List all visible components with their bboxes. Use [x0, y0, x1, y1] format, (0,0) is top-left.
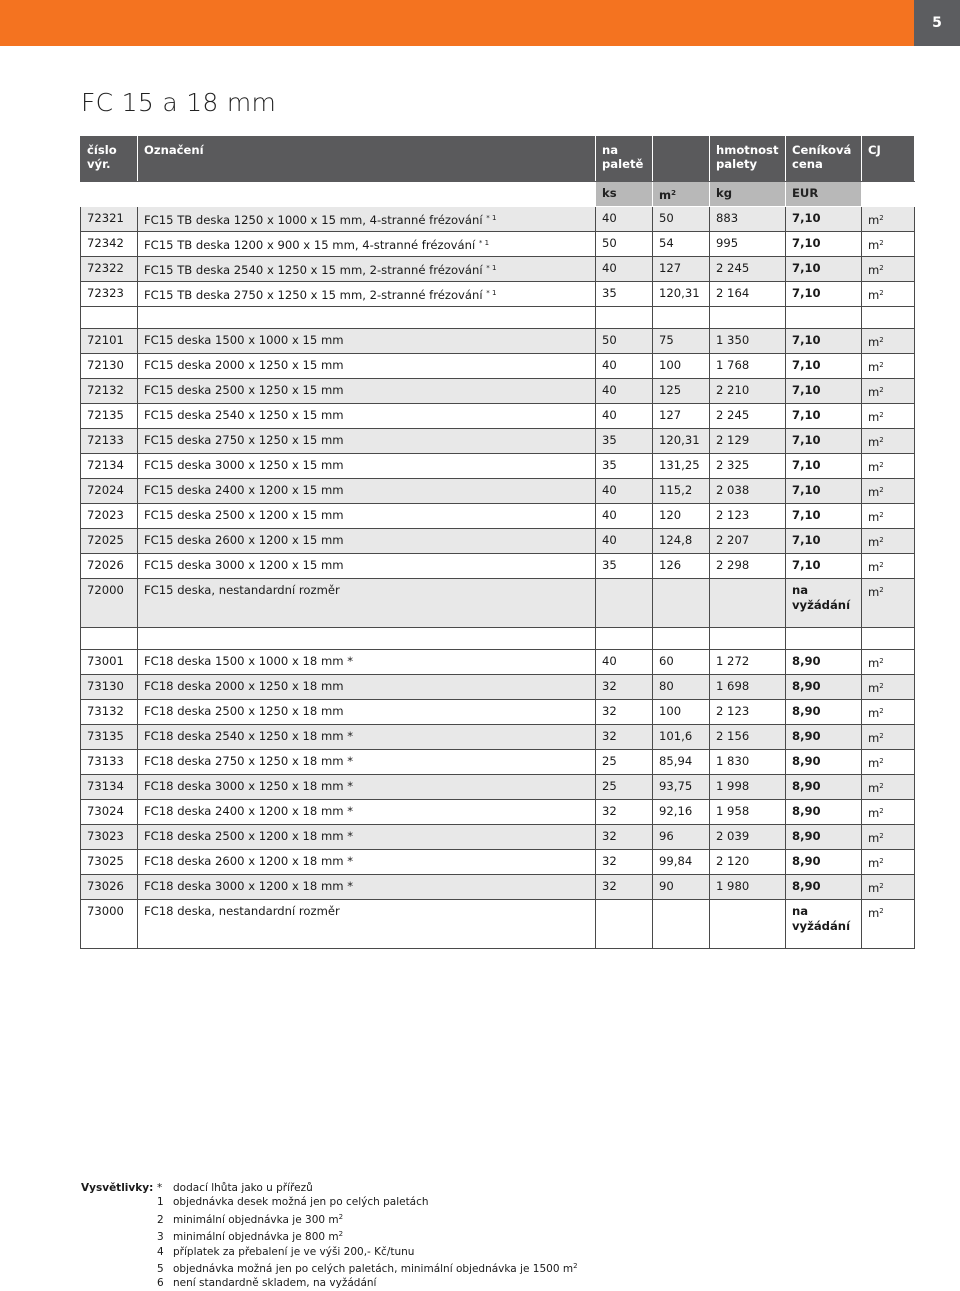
table-row: [81, 875, 915, 900]
pieces-per-pallet: [596, 900, 653, 949]
legend-key: 3: [157, 1231, 164, 1244]
list-price: 7,10: [786, 257, 862, 282]
area-per-pallet: 125: [653, 379, 710, 404]
product-name: FC18 deska 2600 x 1200 x 18 mm *: [138, 850, 596, 875]
pallet-weight: 2 123: [710, 504, 786, 529]
product-name: FC18 deska 2540 x 1250 x 18 mm *: [138, 725, 596, 750]
product-number: 72134: [81, 454, 138, 479]
price-unit: $m^2$: [862, 800, 915, 825]
table-row: [81, 379, 915, 404]
list-price: 7,10: [786, 354, 862, 379]
list-price: 7,10: [786, 529, 862, 554]
list-price: na vyžádání: [786, 579, 862, 628]
header-bar: [0, 0, 960, 46]
product-name: FC18 deska, nestandardní rozměr: [138, 900, 596, 949]
price-unit: $m^2$: [862, 529, 915, 554]
list-price: 7,10: [786, 379, 862, 404]
table-row: [81, 354, 915, 379]
unit-ks: ks: [596, 182, 653, 207]
product-name: FC18 deska 2750 x 1250 x 18 mm *: [138, 750, 596, 775]
pieces-per-pallet: 40: [596, 354, 653, 379]
pallet-weight: 1 830: [710, 750, 786, 775]
pallet-weight: 1 350: [710, 329, 786, 354]
product-name: FC15 deska 2000 x 1250 x 15 mm: [138, 354, 596, 379]
unit-eur: EUR: [786, 182, 862, 207]
pallet-weight: 2 325: [710, 454, 786, 479]
product-number: 72024: [81, 479, 138, 504]
price-unit: $m^2$: [862, 850, 915, 875]
price-unit: $m^2$: [862, 675, 915, 700]
legend-key: *: [157, 1182, 163, 1194]
legend-key: 1: [157, 1196, 164, 1209]
list-price: 8,90: [786, 700, 862, 725]
pieces-per-pallet: 35: [596, 554, 653, 579]
pieces-per-pallet: 35: [596, 454, 653, 479]
legend-text: minimální objednávka je 300 m: [173, 1213, 339, 1226]
product-name: FC15 TB deska 1250 x 1000 x 15 mm, 4-stranné frézování $^{* 1}$: [138, 207, 596, 232]
area-per-pallet: 60: [653, 650, 710, 675]
list-price: 7,10: [786, 404, 862, 429]
pallet-weight: 1 698: [710, 675, 786, 700]
price-unit: $m^2$: [862, 700, 915, 725]
legend-label: Vysvětlivky:: [81, 1182, 154, 1194]
product-number: 73026: [81, 875, 138, 900]
pieces-per-pallet: 25: [596, 750, 653, 775]
area-per-pallet: 92,16: [653, 800, 710, 825]
price-unit: $m^2$: [862, 825, 915, 850]
legend-item: [157, 1276, 578, 1290]
legend-text: objednávka možná jen po celých paletách, minimální objednávka je 1500 m: [173, 1263, 574, 1276]
list-price: 8,90: [786, 850, 862, 875]
area-per-pallet: [653, 900, 710, 949]
product-number: 72133: [81, 429, 138, 454]
col-name-header: Označení: [138, 137, 596, 182]
pallet-weight: 1 958: [710, 800, 786, 825]
list-price: 8,90: [786, 800, 862, 825]
list-price: 8,90: [786, 725, 862, 750]
unit-kg: kg: [710, 182, 786, 207]
product-name: FC15 deska 2600 x 1200 x 15 mm: [138, 529, 596, 554]
table-row: [81, 504, 915, 529]
area-per-pallet: 115,2: [653, 479, 710, 504]
units-header-row: [81, 182, 915, 207]
area-per-pallet: 54: [653, 232, 710, 257]
pieces-per-pallet: 32: [596, 875, 653, 900]
area-per-pallet: 99,84: [653, 850, 710, 875]
list-price: 7,10: [786, 429, 862, 454]
area-per-pallet: 124,8: [653, 529, 710, 554]
list-price: 8,90: [786, 875, 862, 900]
product-number: 73023: [81, 825, 138, 850]
legend-item: [157, 1181, 578, 1195]
pieces-per-pallet: 40: [596, 479, 653, 504]
pallet-weight: 2 298: [710, 554, 786, 579]
area-per-pallet: 80: [653, 675, 710, 700]
product-name: FC15 TB deska 1200 x 900 x 15 mm, 4-stranné frézování $^{* 1}$: [138, 232, 596, 257]
unit-m2: $m^2$: [653, 182, 710, 207]
pallet-weight: 995: [710, 232, 786, 257]
product-number: 73135: [81, 725, 138, 750]
product-number: 72321: [81, 207, 138, 232]
legend-text: minimální objednávka je 800 m: [173, 1231, 339, 1244]
price-unit: $m^2$: [862, 579, 915, 628]
price-unit: $m^2$: [862, 207, 915, 232]
pieces-per-pallet: 40: [596, 257, 653, 282]
product-name: FC15 TB deska 2540 x 1250 x 15 mm, 2-stranné frézování $^{* 1}$: [138, 257, 596, 282]
legend-items: [157, 1181, 578, 1291]
area-per-pallet: 101,6: [653, 725, 710, 750]
pallet-weight: 2 210: [710, 379, 786, 404]
product-name: FC15 deska 3000 x 1200 x 15 mm: [138, 554, 596, 579]
product-name: FC15 deska 1500 x 1000 x 15 mm: [138, 329, 596, 354]
table-row: [81, 825, 915, 850]
pieces-per-pallet: 32: [596, 675, 653, 700]
legend-item: [157, 1195, 578, 1209]
pieces-per-pallet: 40: [596, 650, 653, 675]
table-row: [81, 650, 915, 675]
table-row: [81, 725, 915, 750]
pieces-per-pallet: 32: [596, 825, 653, 850]
table-row: [81, 257, 915, 282]
product-name: FC18 deska 2000 x 1250 x 18 mm: [138, 675, 596, 700]
product-name: FC18 deska 3000 x 1250 x 18 mm *: [138, 775, 596, 800]
legend-key: 4: [157, 1245, 164, 1258]
pallet-weight: 2 245: [710, 257, 786, 282]
table-row: [81, 750, 915, 775]
pieces-per-pallet: 50: [596, 232, 653, 257]
legend-item: 5 objednávka možná jen po celých paletách, minimální objednávka je 1500 $m^2$: [157, 1262, 578, 1276]
price-table: [80, 136, 915, 949]
table-row: [81, 675, 915, 700]
price-unit: $m^2$: [862, 232, 915, 257]
product-name: FC18 deska 1500 x 1000 x 18 mm *: [138, 650, 596, 675]
area-per-pallet: 120: [653, 504, 710, 529]
col-number-header: číslo výr.: [81, 137, 138, 182]
pieces-per-pallet: 32: [596, 700, 653, 725]
area-per-pallet: 100: [653, 354, 710, 379]
price-unit: $m^2$: [862, 504, 915, 529]
product-name: FC18 deska 2400 x 1200 x 18 mm *: [138, 800, 596, 825]
product-number: 73001: [81, 650, 138, 675]
legend-item: 3 minimální objednávka je 800 $m^2$: [157, 1230, 344, 1244]
product-number: 72101: [81, 329, 138, 354]
table-header-row: [81, 137, 915, 182]
pieces-per-pallet: 40: [596, 529, 653, 554]
pieces-per-pallet: 40: [596, 207, 653, 232]
pieces-per-pallet: 32: [596, 800, 653, 825]
legend-key: 2: [157, 1213, 164, 1226]
col-weight-header: hmotnost palety: [710, 137, 786, 182]
product-number: 72023: [81, 504, 138, 529]
list-price: 7,10: [786, 282, 862, 307]
legend-text: není standardně skladem, na vyžádání: [173, 1277, 377, 1290]
product-number: 73133: [81, 750, 138, 775]
list-price: 7,10: [786, 504, 862, 529]
product-name: FC15 deska 2540 x 1250 x 15 mm: [138, 404, 596, 429]
pieces-per-pallet: 40: [596, 504, 653, 529]
price-unit: $m^2$: [862, 282, 915, 307]
pallet-weight: 2 156: [710, 725, 786, 750]
price-unit: $m^2$: [862, 750, 915, 775]
pallet-weight: 2 245: [710, 404, 786, 429]
list-price: 7,10: [786, 207, 862, 232]
pallet-weight: 883: [710, 207, 786, 232]
col-unit-header: CJ: [862, 137, 915, 182]
table-row: [81, 800, 915, 825]
list-price: 7,10: [786, 554, 862, 579]
product-note: * 1: [486, 214, 497, 222]
col-m2-header: [653, 137, 710, 182]
list-price: 8,90: [786, 675, 862, 700]
table-row: [81, 775, 915, 800]
list-price: 8,90: [786, 750, 862, 775]
pallet-weight: 2 123: [710, 700, 786, 725]
page-title: FC 15 a 18 mm: [81, 88, 277, 117]
legend-item: 2 minimální objednávka je 300 $m^2$: [157, 1212, 344, 1226]
table-row: [81, 232, 915, 257]
product-number: 72135: [81, 404, 138, 429]
pallet-weight: [710, 900, 786, 949]
product-number: 73134: [81, 775, 138, 800]
area-per-pallet: 127: [653, 404, 710, 429]
list-price: 7,10: [786, 454, 862, 479]
product-number: 72026: [81, 554, 138, 579]
product-number: 73025: [81, 850, 138, 875]
price-unit: $m^2$: [862, 479, 915, 504]
pallet-weight: 2 120: [710, 850, 786, 875]
col-price-header: Ceníková cena: [786, 137, 862, 182]
area-per-pallet: 127: [653, 257, 710, 282]
table-row: [81, 282, 915, 307]
product-name: FC15 deska 2500 x 1250 x 15 mm: [138, 379, 596, 404]
pallet-weight: 2 207: [710, 529, 786, 554]
area-per-pallet: 96: [653, 825, 710, 850]
spacer-row: [81, 628, 915, 650]
legend-item: [157, 1245, 578, 1259]
product-name: FC15 deska 2750 x 1250 x 15 mm: [138, 429, 596, 454]
pallet-weight: 2 129: [710, 429, 786, 454]
product-number: 72322: [81, 257, 138, 282]
area-per-pallet: 75: [653, 329, 710, 354]
pieces-per-pallet: 35: [596, 429, 653, 454]
pieces-per-pallet: 50: [596, 329, 653, 354]
product-number: 72025: [81, 529, 138, 554]
product-note: * 1: [478, 239, 490, 247]
table-body: [81, 207, 915, 949]
product-number: 72342: [81, 232, 138, 257]
table-row: [81, 554, 915, 579]
pieces-per-pallet: 40: [596, 404, 653, 429]
list-price: 8,90: [786, 650, 862, 675]
pallet-weight: 1 768: [710, 354, 786, 379]
price-unit: $m^2$: [862, 257, 915, 282]
area-per-pallet: 50: [653, 207, 710, 232]
product-number: 73130: [81, 675, 138, 700]
area-per-pallet: 90: [653, 875, 710, 900]
product-number: 72000: [81, 579, 138, 628]
table-row: [81, 329, 915, 354]
table-row: [81, 454, 915, 479]
table-row: [81, 900, 915, 949]
legend-key: 6: [157, 1277, 164, 1290]
page-number: 5: [914, 0, 960, 46]
pallet-weight: 2 164: [710, 282, 786, 307]
area-per-pallet: 131,25: [653, 454, 710, 479]
product-name: FC15 deska 2400 x 1200 x 15 mm: [138, 479, 596, 504]
pieces-per-pallet: 32: [596, 725, 653, 750]
product-number: 73024: [81, 800, 138, 825]
table-row: [81, 429, 915, 454]
pallet-weight: [710, 579, 786, 628]
list-price: 7,10: [786, 479, 862, 504]
area-per-pallet: [653, 579, 710, 628]
area-per-pallet: 93,75: [653, 775, 710, 800]
product-note: * 1: [486, 289, 497, 297]
pallet-weight: 2 038: [710, 479, 786, 504]
price-unit: $m^2$: [862, 404, 915, 429]
list-price: 7,10: [786, 329, 862, 354]
product-name: FC18 deska 2500 x 1200 x 18 mm *: [138, 825, 596, 850]
area-per-pallet: 120,31: [653, 429, 710, 454]
table-row: [81, 529, 915, 554]
table-row: [81, 207, 915, 232]
price-unit: $m^2$: [862, 775, 915, 800]
pallet-weight: 1 998: [710, 775, 786, 800]
product-number: 73000: [81, 900, 138, 949]
table-row: [81, 404, 915, 429]
product-name: FC15 TB deska 2750 x 1250 x 15 mm, 2-stranné frézování $^{* 1}$: [138, 282, 596, 307]
price-unit: $m^2$: [862, 875, 915, 900]
pieces-per-pallet: [596, 579, 653, 628]
price-unit: $m^2$: [862, 725, 915, 750]
col-pallet-header: na paletě: [596, 137, 653, 182]
pieces-per-pallet: 40: [596, 379, 653, 404]
legend-text: objednávka desek možná jen po celých paletách: [173, 1196, 429, 1209]
price-unit: $m^2$: [862, 554, 915, 579]
product-number: 72130: [81, 354, 138, 379]
area-per-pallet: 100: [653, 700, 710, 725]
product-note: * 1: [486, 264, 497, 272]
pieces-per-pallet: 32: [596, 850, 653, 875]
table-row: [81, 700, 915, 725]
pieces-per-pallet: 25: [596, 775, 653, 800]
price-unit: $m^2$: [862, 329, 915, 354]
price-unit: $m^2$: [862, 454, 915, 479]
product-name: FC18 deska 3000 x 1200 x 18 mm *: [138, 875, 596, 900]
list-price: 8,90: [786, 775, 862, 800]
list-price: na vyžádání: [786, 900, 862, 949]
product-name: FC15 deska 3000 x 1250 x 15 mm: [138, 454, 596, 479]
price-unit: $m^2$: [862, 900, 915, 949]
area-per-pallet: 85,94: [653, 750, 710, 775]
spacer-row: [81, 307, 915, 329]
list-price: 8,90: [786, 825, 862, 850]
pallet-weight: 1 272: [710, 650, 786, 675]
legend-key: 5: [157, 1263, 164, 1276]
table-row: [81, 579, 915, 628]
product-number: 72132: [81, 379, 138, 404]
product-number: 72323: [81, 282, 138, 307]
table-row: [81, 850, 915, 875]
product-name: FC15 deska 2500 x 1200 x 15 mm: [138, 504, 596, 529]
product-number: 73132: [81, 700, 138, 725]
product-name: FC18 deska 2500 x 1250 x 18 mm: [138, 700, 596, 725]
price-unit: $m^2$: [862, 379, 915, 404]
area-per-pallet: 126: [653, 554, 710, 579]
area-per-pallet: 120,31: [653, 282, 710, 307]
price-unit: $m^2$: [862, 354, 915, 379]
price-unit: $m^2$: [862, 429, 915, 454]
product-name: FC15 deska, nestandardní rozměr: [138, 579, 596, 628]
table-row: [81, 479, 915, 504]
legend-text: příplatek za přebalení je ve výši 200,- Kč/tunu: [173, 1245, 415, 1258]
pieces-per-pallet: 35: [596, 282, 653, 307]
legend-text: dodací lhůta jako u přířezů: [173, 1182, 313, 1194]
list-price: 7,10: [786, 232, 862, 257]
pallet-weight: 2 039: [710, 825, 786, 850]
price-unit: $m^2$: [862, 650, 915, 675]
pallet-weight: 1 980: [710, 875, 786, 900]
